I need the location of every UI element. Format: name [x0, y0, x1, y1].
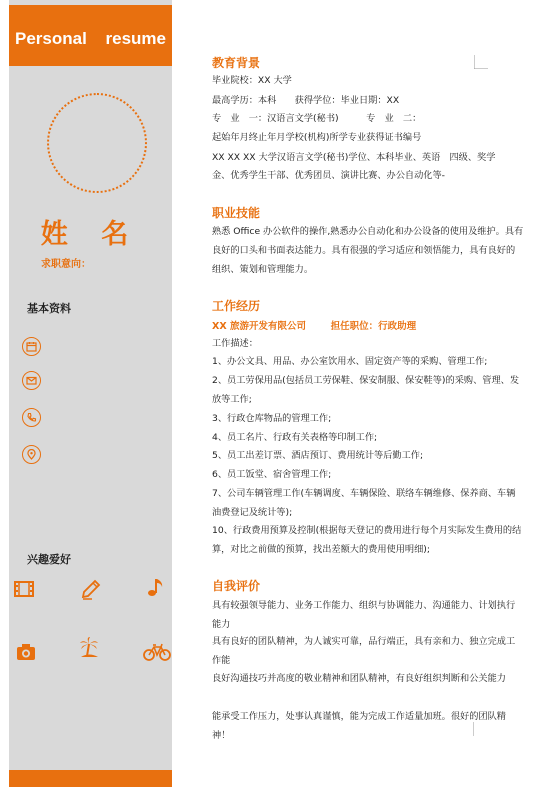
work-item: 3、行政仓库物品的管理工作;: [212, 413, 332, 424]
photo-placeholder[interactable]: [47, 93, 147, 193]
music-note-icon: [145, 576, 167, 598]
pen-icon: [80, 578, 102, 600]
mail-icon: [22, 371, 41, 390]
job-header: [212, 318, 416, 332]
location-icon: [22, 445, 41, 464]
basic-info-title: 基本资料: [27, 302, 71, 315]
education-line: 起始年月终止年月学校(机构)所学专业获得证书编号: [212, 132, 422, 143]
candidate-name: 姓 名: [40, 219, 141, 250]
page-corner-mark: [474, 55, 488, 69]
phone-icon: [22, 408, 41, 427]
work-title: 工作经历: [212, 299, 261, 313]
skills-title: 职业技能: [212, 206, 261, 220]
skills-text: 熟悉 Office 办公软件的操作,熟悉办公自动化和办公设备的使用及维护。具有良好的口头和书面表达能力。具有很强的学习适应和领悟能力，具有良好的组织、策划和管理能力。: [212, 226, 524, 275]
work-desc-label: 工作描述：: [212, 338, 258, 349]
hobbies-title: 兴趣爱好: [27, 553, 71, 566]
bicycle-icon: [143, 641, 171, 663]
self-eval-item: 能承受工作压力，处事认真谨慎，能为完成工作适量加班。很好的团队精神！: [212, 711, 506, 741]
self-eval-item: 良好沟通技巧并高度的敬业精神和团队精神，有良好组织判断和公关能力: [212, 673, 506, 684]
palm-tree-icon: [78, 636, 100, 658]
work-item: 6、员工饭堂、宿舍管理工作;: [212, 469, 332, 480]
job-position: 担任职位：行政助理: [330, 321, 417, 332]
education-line: 毕业院校：XX 大学: [212, 75, 292, 86]
self-eval-title: 自我评价: [212, 579, 261, 593]
work-item: 5、员工出差订票、酒店预订、费用统计等后勤工作;: [212, 450, 424, 461]
calendar-icon: [22, 337, 41, 356]
work-item: 10、行政费用预算及控制(根据每天登记的费用进行每个月实际发生费用的结算，对比之前做的预算，找出差额大的费用使用明细);: [212, 525, 522, 555]
work-item: 7、公司车辆管理工作(车辆调度、车辆保险、联络车辆维修、保养商、车辆油费登记及统计等);: [212, 488, 516, 518]
company-name: XX 旅游开发有限公司: [212, 321, 306, 332]
self-eval-item: 具有良好的团队精神，为人诚实可靠，品行端正，具有亲和力、独立完成工作能: [212, 636, 516, 666]
work-item: 4、员工名片、行政有关表格等印制工作;: [212, 432, 378, 443]
education-line: 金、优秀学生干部、优秀团员、演讲比赛、办公自动化等-: [212, 170, 446, 181]
education-line: 最高学历：本科 获得学位：毕业日期：XX: [212, 95, 400, 106]
footer-banner: [9, 770, 172, 787]
job-intent-label: 求职意向：: [41, 259, 91, 270]
work-item: 2、员工劳保用品(包括员工劳保鞋、保安制服、保安鞋等)的采购、管理、发放等工作;: [212, 375, 520, 405]
camera-icon: [15, 641, 37, 663]
resume-title: Personal resume: [14, 29, 166, 48]
education-line: XX XX XX 大学汉语言文学(秘书)学位、本科毕业、英语 四级、奖学: [212, 152, 496, 163]
self-eval-item: 具有较强领导能力、业务工作能力、组织与协调能力、沟通能力、计划执行能力: [212, 600, 516, 630]
education-title: 教育背景: [212, 56, 261, 70]
film-icon: [13, 578, 35, 600]
work-item: 1、办公文具、用品、办公室饮用水、固定资产等的采购、管理工作;: [212, 356, 488, 367]
education-line: 专 业 一：汉语言文学(秘书) 专 业 二：: [212, 113, 422, 124]
